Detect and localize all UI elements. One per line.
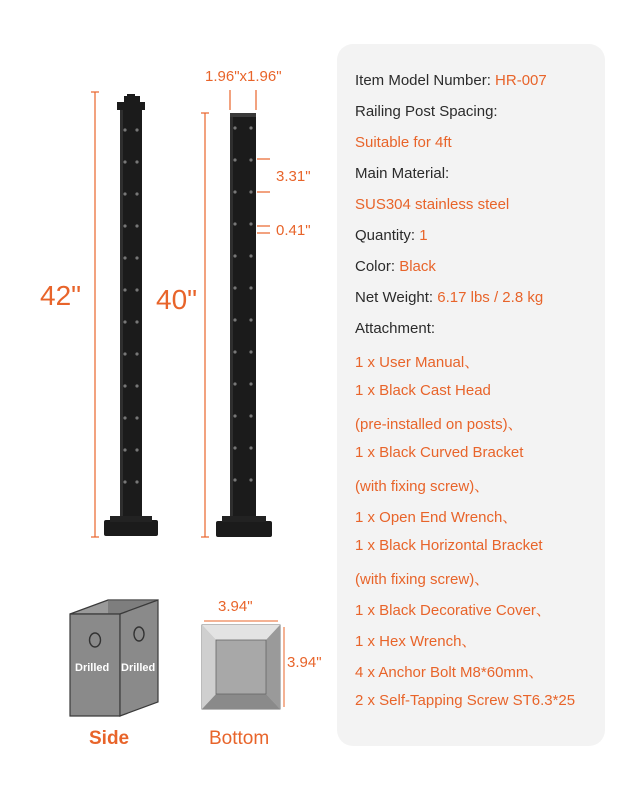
- post-hole: [249, 158, 252, 161]
- post-hole: [123, 352, 126, 355]
- post-hole: [233, 478, 236, 481]
- spec-model: Item Model Number: HR-007: [355, 72, 547, 89]
- spec-attachment-label: Attachment:: [355, 320, 436, 337]
- attachment-item: 1 x Open End Wrench、: [355, 509, 518, 526]
- side-view: [70, 600, 158, 716]
- post-hole: [135, 288, 138, 291]
- post-hole: [233, 286, 236, 289]
- post-hole: [135, 192, 138, 195]
- post-hole: [233, 254, 236, 257]
- post-width-label: 1.96"x1.96": [205, 68, 282, 85]
- cast-head: [117, 102, 145, 110]
- post-hole: [233, 126, 236, 129]
- post-hole: [249, 254, 252, 257]
- attachment-item: (pre-installed on posts)、: [355, 416, 523, 433]
- hole-diameter-label: 0.41": [276, 222, 311, 239]
- post-hole: [123, 288, 126, 291]
- side-view-caption: Side: [89, 728, 130, 749]
- attachment-item: (with fixing screw)、: [355, 478, 490, 495]
- hole-spacing-label: 3.31": [276, 168, 311, 185]
- post-hole: [135, 320, 138, 323]
- base-plate: [104, 520, 158, 536]
- post-hole: [123, 128, 126, 131]
- post-hole: [123, 448, 126, 451]
- post-hole: [233, 350, 236, 353]
- post-hole: [249, 478, 252, 481]
- spec-spacing-value: Suitable for 4ft: [355, 134, 452, 151]
- post-height-label: 40": [156, 284, 198, 315]
- attachment-item: 1 x Black Decorative Cover、: [355, 602, 551, 619]
- post-hole: [249, 446, 252, 449]
- attachment-item: 4 x Anchor Bolt M8*60mm、: [355, 664, 544, 681]
- quantity-value: 1: [419, 227, 428, 244]
- post-hole: [233, 190, 236, 193]
- post-hole: [135, 128, 138, 131]
- attachment-item: 1 x Hex Wrench、: [355, 633, 477, 650]
- post-hole: [233, 446, 236, 449]
- post-hole: [233, 222, 236, 225]
- spec-material-value: SUS304 stainless steel: [355, 196, 510, 213]
- post-hole: [233, 382, 236, 385]
- post-body: [120, 110, 142, 522]
- bottom-view-caption: Bottom: [209, 728, 270, 749]
- post-hole: [123, 480, 126, 483]
- post-hole: [123, 192, 126, 195]
- post-body: [230, 113, 256, 522]
- base-depth-label: 3.94": [287, 654, 322, 671]
- post-hole: [123, 160, 126, 163]
- attachment-item: 1 x Black Curved Bracket: [355, 444, 524, 461]
- attachment-item: 1 x User Manual、: [355, 354, 480, 371]
- color-value: Black: [399, 258, 436, 275]
- base-plate: [216, 521, 272, 537]
- post-with-head: [104, 94, 158, 536]
- drilled-label-left: Drilled: [75, 662, 110, 674]
- attachment-item: 1 x Black Cast Head: [355, 382, 491, 399]
- post-hole: [233, 158, 236, 161]
- weight-value: 6.17 lbs / 2.8 kg: [437, 289, 544, 306]
- post-hole: [249, 286, 252, 289]
- spec-spacing-label: Railing Post Spacing:: [355, 103, 498, 120]
- post-hole: [249, 222, 252, 225]
- post-hole: [123, 256, 126, 259]
- post-hole: [249, 126, 252, 129]
- base-width-label: 3.94": [218, 598, 253, 615]
- post-hole: [123, 224, 126, 227]
- post-hole: [249, 318, 252, 321]
- bottom-view: [202, 621, 284, 709]
- post-hole: [249, 350, 252, 353]
- spec-material-label: Main Material:: [355, 165, 450, 182]
- post-hole: [135, 384, 138, 387]
- spec-quantity: Quantity: 1: [355, 227, 428, 244]
- post-hole: [233, 318, 236, 321]
- post-hole: [135, 160, 138, 163]
- post-hole: [135, 416, 138, 419]
- post-plain: [216, 113, 272, 537]
- post-hole: [249, 190, 252, 193]
- post-hole: [135, 352, 138, 355]
- post-hole: [123, 320, 126, 323]
- spec-weight: Net Weight: 6.17 lbs / 2.8 kg: [355, 289, 544, 306]
- model-value: HR-007: [495, 72, 547, 89]
- attachment-item: (with fixing screw)、: [355, 571, 490, 588]
- post-hole: [135, 224, 138, 227]
- total-height-label: 42": [40, 280, 82, 311]
- drilled-label-right: Drilled: [121, 662, 156, 674]
- post-hole: [123, 384, 126, 387]
- post-hole: [249, 414, 252, 417]
- attachment-item: 1 x Black Horizontal Bracket: [355, 537, 543, 554]
- post-hole: [123, 416, 126, 419]
- post-hole: [135, 256, 138, 259]
- post-hole: [135, 480, 138, 483]
- post-hole: [135, 448, 138, 451]
- spec-color: Color: Black: [355, 258, 436, 275]
- attachment-item: 2 x Self-Tapping Screw ST6.3*25: [355, 692, 576, 709]
- post-hole: [249, 382, 252, 385]
- post-hole: [233, 414, 236, 417]
